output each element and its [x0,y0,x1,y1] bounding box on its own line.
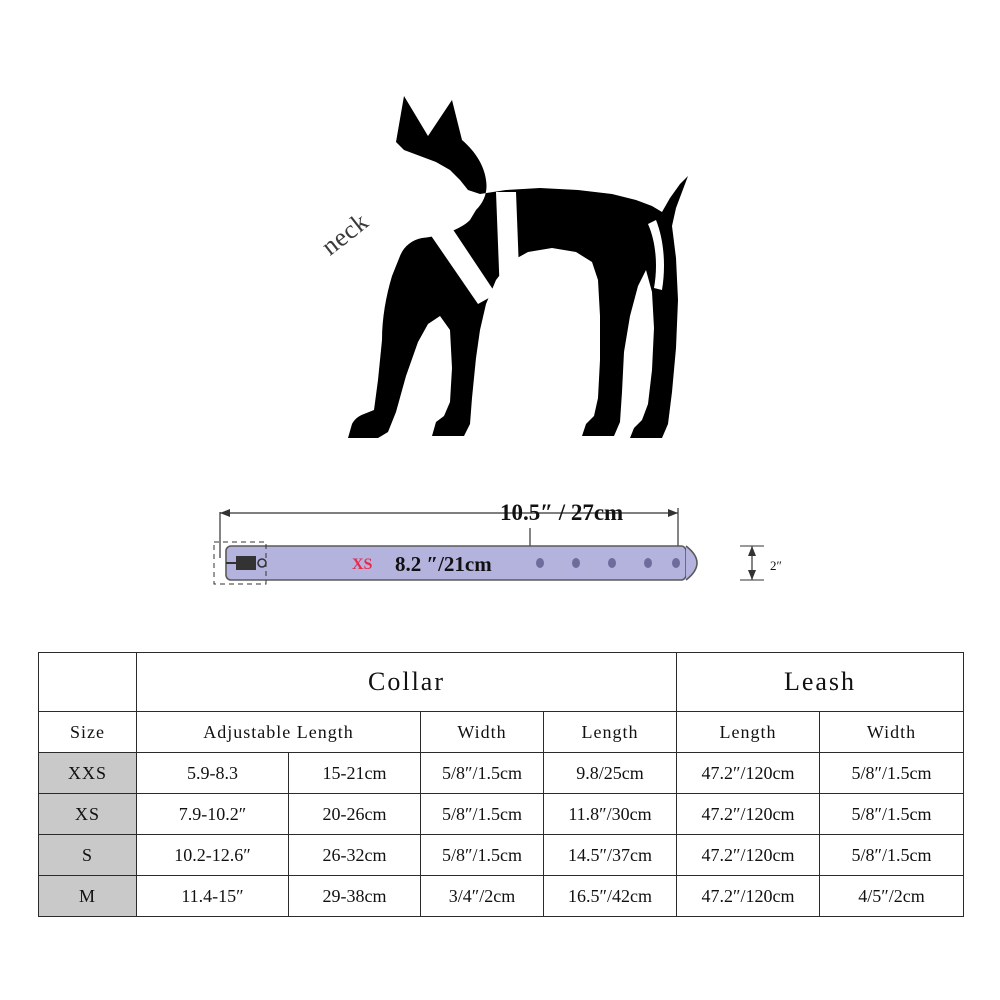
cell-adjustable-in: 7.9-10.2″ [137,794,289,835]
cell-collar-width: 5/8″/1.5cm [421,794,544,835]
cell-leash-width: 5/8″/1.5cm [820,835,964,876]
cell-size: XS [39,794,137,835]
cell-size: XXS [39,753,137,794]
collar-adjustable-length-label: 8.2 ″/21cm [395,552,492,576]
group-header-collar: Collar [137,653,677,712]
cell-leash-length: 47.2″/120cm [677,876,820,917]
cell-adjustable-cm: 26-32cm [289,835,421,876]
cell-leash-width: 5/8″/1.5cm [820,753,964,794]
column-header-leash-width: Width [820,712,964,753]
cell-collar-length: 11.8″/30cm [544,794,677,835]
group-header-blank [39,653,137,712]
cell-adjustable-in: 5.9-8.3 [137,753,289,794]
cell-adjustable-cm: 20-26cm [289,794,421,835]
cell-leash-length: 47.2″/120cm [677,753,820,794]
table-group-header-row [39,653,964,712]
neck-label: neck [315,206,374,262]
cell-adjustable-in: 11.4-15″ [137,876,289,917]
cell-leash-length: 47.2″/120cm [677,794,820,835]
collar-size-tag: XS [352,556,373,573]
collar-width-label: 2″ [770,558,782,573]
column-header-adjustable-length: Adjustable Length [137,712,421,753]
collar-total-length-label: 10.5″ / 27cm [500,500,624,525]
cell-leash-width: 4/5″/2cm [820,876,964,917]
table-row [39,753,964,794]
collar-diagram [0,480,1000,620]
column-header-collar-width: Width [421,712,544,753]
cell-collar-width: 5/8″/1.5cm [421,835,544,876]
table-row [39,876,964,917]
cell-collar-length: 16.5″/42cm [544,876,677,917]
cell-adjustable-in: 10.2-12.6″ [137,835,289,876]
cell-collar-width: 3/4″/2cm [421,876,544,917]
column-header-size: Size [39,712,137,753]
cell-size: S [39,835,137,876]
table-row [39,835,964,876]
column-header-leash-length: Length [677,712,820,753]
cell-collar-length: 9.8/25cm [544,753,677,794]
table-row [39,794,964,835]
group-header-leash: Leash [677,653,964,712]
cell-size: M [39,876,137,917]
cell-leash-width: 5/8″/1.5cm [820,794,964,835]
dog-illustration [0,40,1000,460]
column-header-collar-length: Length [544,712,677,753]
dog-silhouette-icon [300,80,700,460]
cell-collar-length: 14.5″/37cm [544,835,677,876]
size-chart-table [38,652,964,917]
cell-leash-length: 47.2″/120cm [677,835,820,876]
cell-adjustable-cm: 15-21cm [289,753,421,794]
table-column-header-row [39,712,964,753]
cell-collar-width: 5/8″/1.5cm [421,753,544,794]
cell-adjustable-cm: 29-38cm [289,876,421,917]
